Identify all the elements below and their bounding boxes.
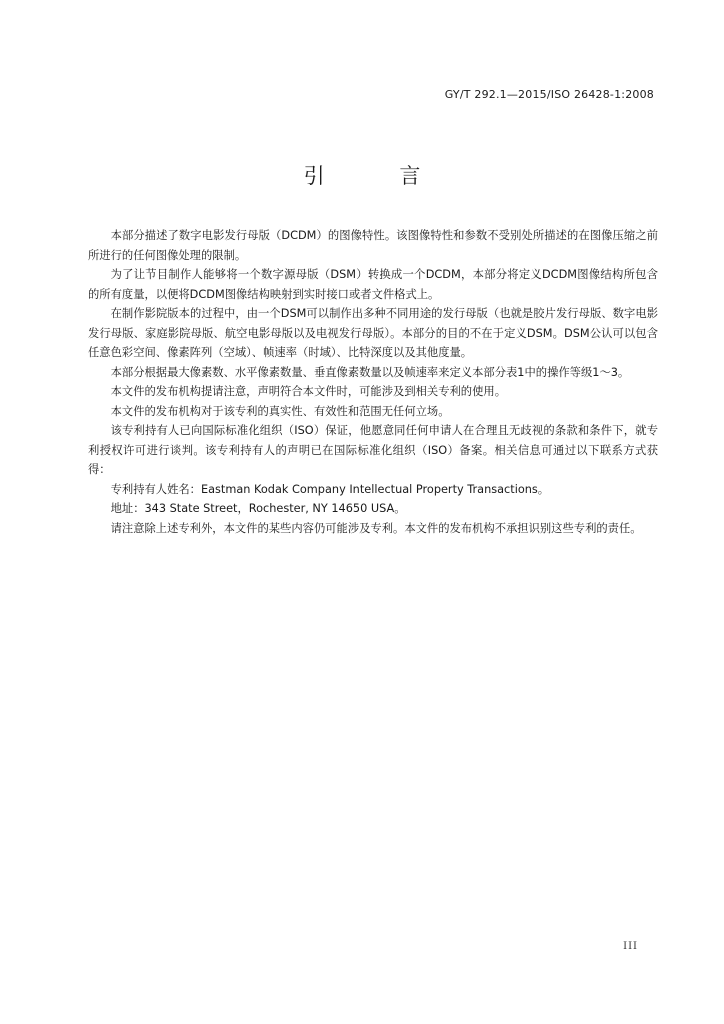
paragraph-patent-disclaimer: 请注意除上述专利外，本文件的某些内容仍可能涉及专利。本文件的发布机构不承担识别这些专利的责任。 xyxy=(110,521,642,535)
paragraph-patent-address: 地址：343 State Street，Rochester, NY 14650 USA。 xyxy=(110,502,406,515)
paragraph-patent-position: 本文件的发布机构对于该专利的真实性、有效性和范围无任何立场。 xyxy=(110,404,450,418)
page-title: 引 言 xyxy=(303,164,455,188)
paragraph-dsm-conversion: 为了让节目制作人能够将一个数字源母版（DSM）转换成一个DCDM，本部分将定义DCDM图像结构所包含的所有度量，以便将DCDM图像结构映射到实时接口或者文件格式上。 xyxy=(88,268,658,301)
standard-code-header: GY/T 292.1—2015/ISO 26428-1:2008 xyxy=(444,88,654,101)
paragraph-release-masters: 在制作影院版本的过程中，由一个DSM可以制作出多种不同用途的发行母版（也就是胶片发行母版、数字电影发行母版、家庭影院母版、航空电影母版以及电视发行母版）。本部分的目的不在于定义DSM。DSM公认可以包含任意色彩空间、像素阵列（空域）、帧速率（时域）、比特深度以及其他度量。 xyxy=(88,307,658,359)
paragraph-scope: 本部分描述了数字电影发行母版（DCDM）的图像特性。该图像特性和参数不受别处所描述的在图像压缩之前所进行的任何图像处理的限制。 xyxy=(88,229,658,262)
paragraph-patent-holder: 专利持有人姓名：Eastman Kodak Company Intellectual Property Transactions。 xyxy=(110,482,550,496)
page-number: III xyxy=(623,941,638,952)
paragraph-patent-notice: 本文件的发布机构提请注意，声明符合本文件时，可能涉及到相关专利的使用。 xyxy=(110,385,506,398)
paragraph-patent-assurance: 该专利持有人已向国际标准化组织（ISO）保证，他愿意同任何申请人在合理且无歧视的条款和条件下，就专利授权许可进行谈判。该专利持有人的声明已在国际标准化组织（ISO）备案。相关信息可通过以下联系方式获得： xyxy=(88,424,658,476)
paragraph-operating-levels: 本部分根据最大像素数、水平像素数量、垂直像素数量以及帧速率来定义本部分表1中的操作等级1～3。 xyxy=(110,365,630,379)
introduction-body xyxy=(88,226,658,538)
